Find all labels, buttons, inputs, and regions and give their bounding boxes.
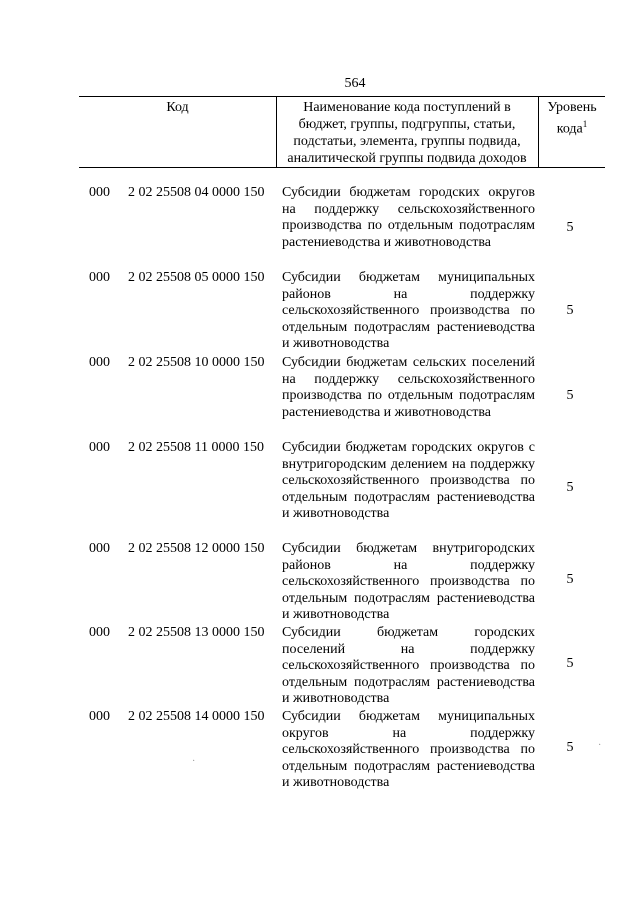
code-level: 5: [566, 388, 574, 403]
code-level: 5: [566, 480, 574, 495]
income-name: Субсидии бюджетам внутригородских районов на поддержку сельскохозяйственного производства по отдельным подотраслям растениеводства и животноводства: [282, 541, 535, 622]
code-prefix: 000: [89, 541, 110, 556]
income-code: 2 02 25508 10 0000 150: [128, 355, 265, 370]
header-divider: [276, 97, 277, 167]
income-code: 2 02 25508 05 0000 150: [128, 270, 265, 285]
code-level: 5: [566, 656, 574, 671]
income-name: Субсидии бюджетам сельских поселений на поддержку сельскохозяйственного производства по отдельным подотраслям растениеводства и животноводства: [282, 355, 535, 420]
code-level: 5: [566, 303, 574, 318]
scan-speck: ·: [598, 740, 602, 751]
income-code: 2 02 25508 11 0000 150: [128, 440, 264, 455]
code-level: 5: [566, 740, 574, 755]
income-name: Субсидии бюджетам городских округов на поддержку сельскохозяйственного производства по отдельным подотраслям растениеводства и животноводства: [282, 185, 535, 250]
income-name: Субсидии бюджетам муниципальных районов на поддержку сельскохозяйственного производства по отдельным подотраслям растениеводства и животноводства: [282, 270, 535, 351]
table-header: [79, 96, 605, 168]
income-code: 2 02 25508 12 0000 150: [128, 541, 265, 556]
code-prefix: 000: [89, 625, 110, 640]
header-level: [539, 99, 605, 138]
income-name: Субсидии бюджетам городских поселений на поддержку сельскохозяйственного производства по отдельным подотраслям растениеводства и животноводства: [282, 625, 535, 706]
scan-speck: ·: [192, 756, 196, 767]
code-prefix: 000: [89, 270, 110, 285]
code-prefix: 000: [89, 440, 110, 455]
income-code: 2 02 25508 13 0000 150: [128, 625, 265, 640]
income-code: 2 02 25508 14 0000 150: [128, 709, 265, 724]
header-name: Наименование кода поступлений в бюджет, группы, подгруппы, статьи, подстатьи, элемента, группы подвида, аналитической группы подвида доходов: [287, 100, 527, 166]
footnote-marker: 1: [582, 119, 588, 129]
income-name: Субсидии бюджетам городских округов с внутригородским делением на поддержку сельскохозяйственного производства по отдельным подотраслям растениеводства и животноводства: [282, 440, 535, 521]
page-number: 564: [344, 76, 366, 91]
income-code: 2 02 25508 04 0000 150: [128, 185, 265, 200]
header-level-text: Уровень кода: [547, 100, 597, 137]
code-prefix: 000: [89, 709, 110, 724]
code-prefix: 000: [89, 355, 110, 370]
header-code: Код: [166, 100, 189, 115]
code-prefix: 000: [89, 185, 110, 200]
income-name: Субсидии бюджетам муниципальных округов на поддержку сельскохозяйственного производства по отдельным подотраслям растениеводства и животноводства: [282, 709, 535, 790]
code-level: 5: [566, 220, 574, 235]
code-level: 5: [566, 572, 574, 587]
